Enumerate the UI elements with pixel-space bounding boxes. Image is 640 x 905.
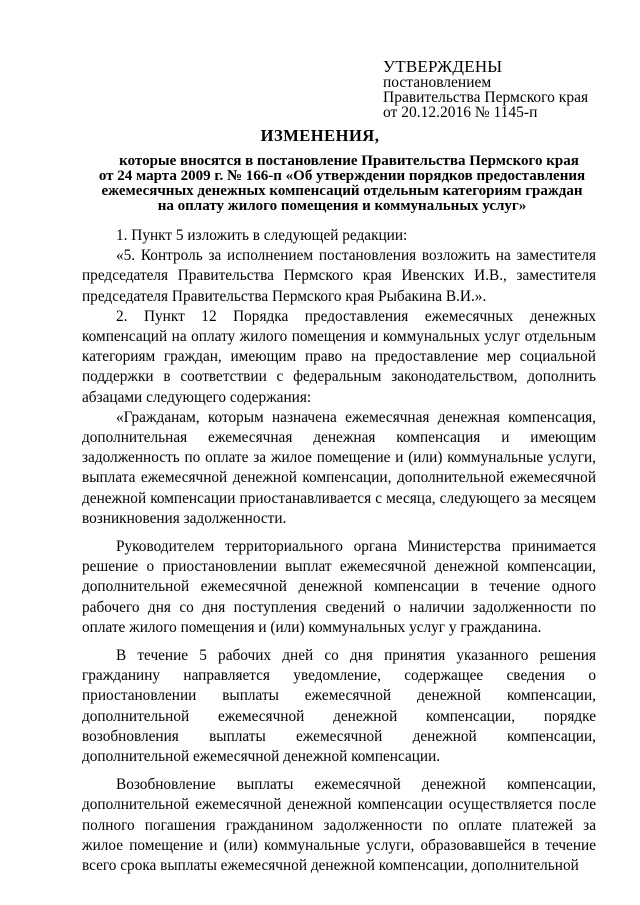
subtitle-line-4: на оплату жилого помещения и коммунальных услуг»	[157, 198, 527, 214]
paragraph-suspension-rule: «Гражданам, которым назначена ежемесячная денежная компенсация, дополнительная ежемесячная денежная компенсация и имеющим задолженность по оплате за жилое помещение и (или) коммунальные услуги, выплата ежемесячной денежной компенсации, дополнительной ежемесячной денежной компенсации приостанавливается с месяца, следующего за месяцем возникновения задолженности.	[82, 408, 596, 527]
document-body	[82, 226, 596, 876]
subtitle-line-2: от 24 марта 2009 г. № 166-п «Об утверждении порядков предоставления	[98, 168, 586, 184]
approval-line-date-number: от 20.12.2016 № 1145-п	[383, 104, 538, 121]
paragraph-decision: Руководителем территориального органа Министерства принимается решение о приостановлении выплат ежемесячной денежной компенсации, дополнительной ежемесячной денежной компенсации в течение одного рабочего дня со дня поступления сведений о наличии задолженности по оплате жилого помещения и (или) коммунальных услуг у гражданина.	[82, 538, 596, 636]
document-title: ИЗМЕНЕНИЯ,	[260, 126, 380, 145]
approval-line-government: Правительства Пермского края	[383, 89, 589, 106]
subtitle-line-1: которые вносятся в постановление Правительства Пермского края	[119, 153, 579, 169]
approval-heading: УТВЕРЖДЕНЫ	[383, 57, 503, 76]
approval-line-decree: постановлением	[383, 74, 492, 91]
paragraph-resumption: Возобновление выплаты ежемесячной денежной компенсации, дополнительной ежемесячной денежной компенсации осуществляется после полного погашения гражданином задолженности по оплате платежей за жилое помещение и (или) коммунальные услуги, образовавшейся в течение всего срока выплаты ежемесячной денежной компенсации, дополнительной	[82, 776, 596, 875]
paragraph-clause-5-text: «5. Контроль за исполнением постановления возложить на заместителя председателя Правительства Пермского края Ивенских И.В., заместителя председателя Правительства Пермского края Рыбакина В.И.».	[82, 247, 596, 305]
subtitle-line-3: ежемесячных денежных компенсаций отдельным категориям граждан	[101, 183, 583, 199]
paragraph-item-2: 2. Пункт 12 Порядка предоставления ежемесячных денежных компенсаций на оплату жилого помещения и коммунальных услуг отдельным категориям граждан, имеющим право на предоставление мер социальной поддержки в соответствии с федеральным законодательством, дополнить абзацами следующего содержания:	[82, 307, 596, 406]
document-subtitle	[92, 154, 592, 214]
paragraph-notification: В течение 5 рабочих дней со дня принятия указанного решения гражданину направляется уведомление, содержащее сведения о приостановлении выплаты ежемесячной денежной компенсации, дополнительной ежемесячной денежной компенсации, порядке возобновления выплаты ежемесячной денежной компенсации, дополнительной ежемесячной денежной компенсации.	[82, 647, 596, 766]
approval-stamp	[383, 58, 633, 120]
paragraph-item-1: 1. Пункт 5 изложить в следующей редакции:	[116, 227, 408, 244]
